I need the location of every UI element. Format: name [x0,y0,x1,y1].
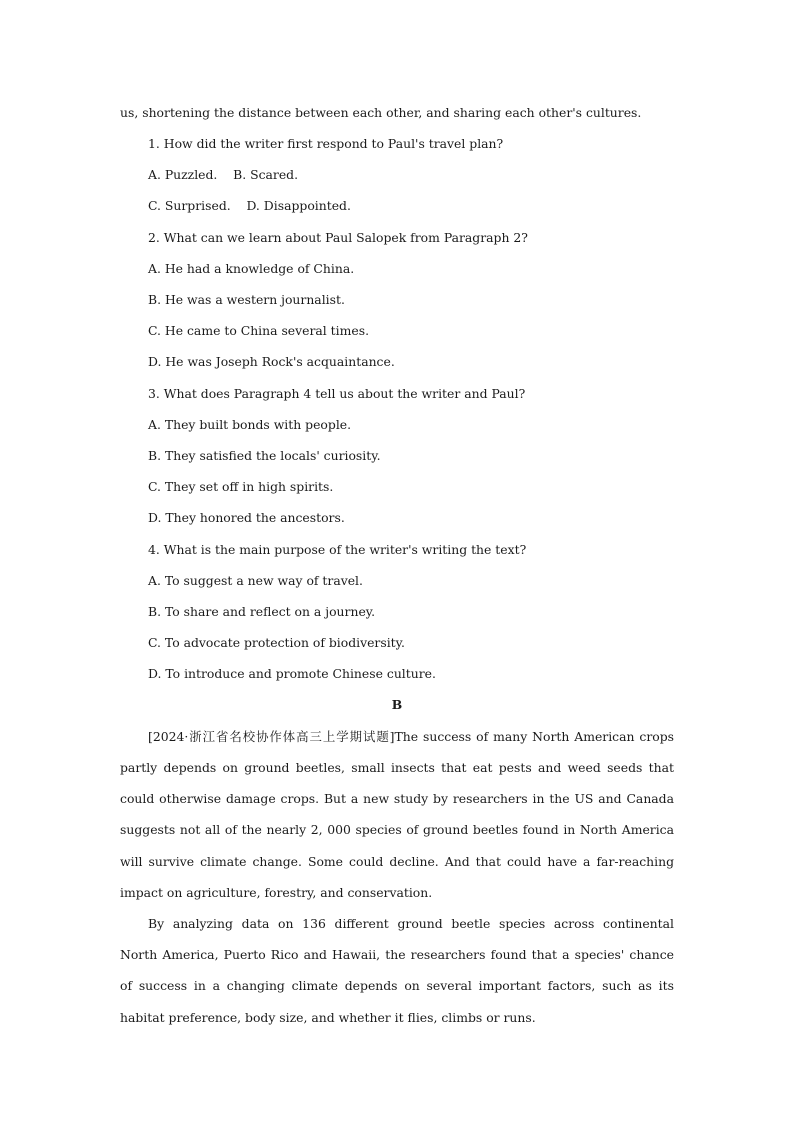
passage-p1-line-5: will survive climate change. Some could decline. And that could have a far-reaching [120,854,674,869]
question-4-option-b: B. To share and reflect on a journey. [148,604,376,619]
question-3-option-a: A. They built bonds with people. [148,417,352,432]
passage-p1-line-4: suggests not all of the nearly 2, 000 species of ground beetles found in North America [120,822,674,837]
question-1-options-cd: C. Surprised. D. Disappointed. [148,198,351,213]
passage-p1-line-2: partly depends on ground beetles, small insects that eat pests and weed seeds that [120,760,674,775]
passage-p2-line-4: habitat preference, body size, and whether it flies, climbs or runs. [120,1010,536,1025]
question-4-stem: 4. What is the main purpose of the writer's writing the text? [148,542,527,557]
passage-p1-line-6: impact on agriculture, forestry, and conservation. [120,885,433,900]
question-1-stem: 1. How did the writer first respond to Paul's travel plan? [148,136,504,151]
passage-p2-line-1: By analyzing data on 136 different ground beetle species across continental [148,916,674,931]
question-4-option-d: D. To introduce and promote Chinese culture. [148,666,436,681]
question-3-option-d: D. They honored the ancestors. [148,510,345,525]
passage-p1-line-3: could otherwise damage crops. But a new study by researchers in the US and Canada [120,791,674,806]
question-4-option-a: A. To suggest a new way of travel. [148,573,363,588]
question-2-option-b: B. He was a western journalist. [148,292,345,307]
question-2-option-c: C. He came to China several times. [148,323,370,338]
question-3-stem: 3. What does Paragraph 4 tell us about the writer and Paul? [148,386,526,401]
question-3-option-c: C. They set off in high spirits. [148,479,334,494]
passage-p2-line-3: of success in a changing climate depends on several important factors, such as its [120,978,674,993]
passage-p1-line-1: [2024·浙江省名校协作体高三上学期试题]The success of many North American crops [148,729,674,744]
question-2-stem: 2. What can we learn about Paul Salopek from Paragraph 2? [148,230,528,245]
question-4-option-c: C. To advocate protection of biodiversity. [148,635,405,650]
question-1-options-ab: A. Puzzled. B. Scared. [148,167,299,182]
section-heading: B [391,697,403,712]
intro-tail-line: us, shortening the distance between each other, and sharing each other's cultures. [120,105,642,120]
question-2-option-d: D. He was Joseph Rock's acquaintance. [148,354,395,369]
passage-p2-line-2: North America, Puerto Rico and Hawaii, the researchers found that a species' chance [120,947,674,962]
question-2-option-a: A. He had a knowledge of China. [148,261,355,276]
question-3-option-b: B. They satisfied the locals' curiosity. [148,448,381,463]
